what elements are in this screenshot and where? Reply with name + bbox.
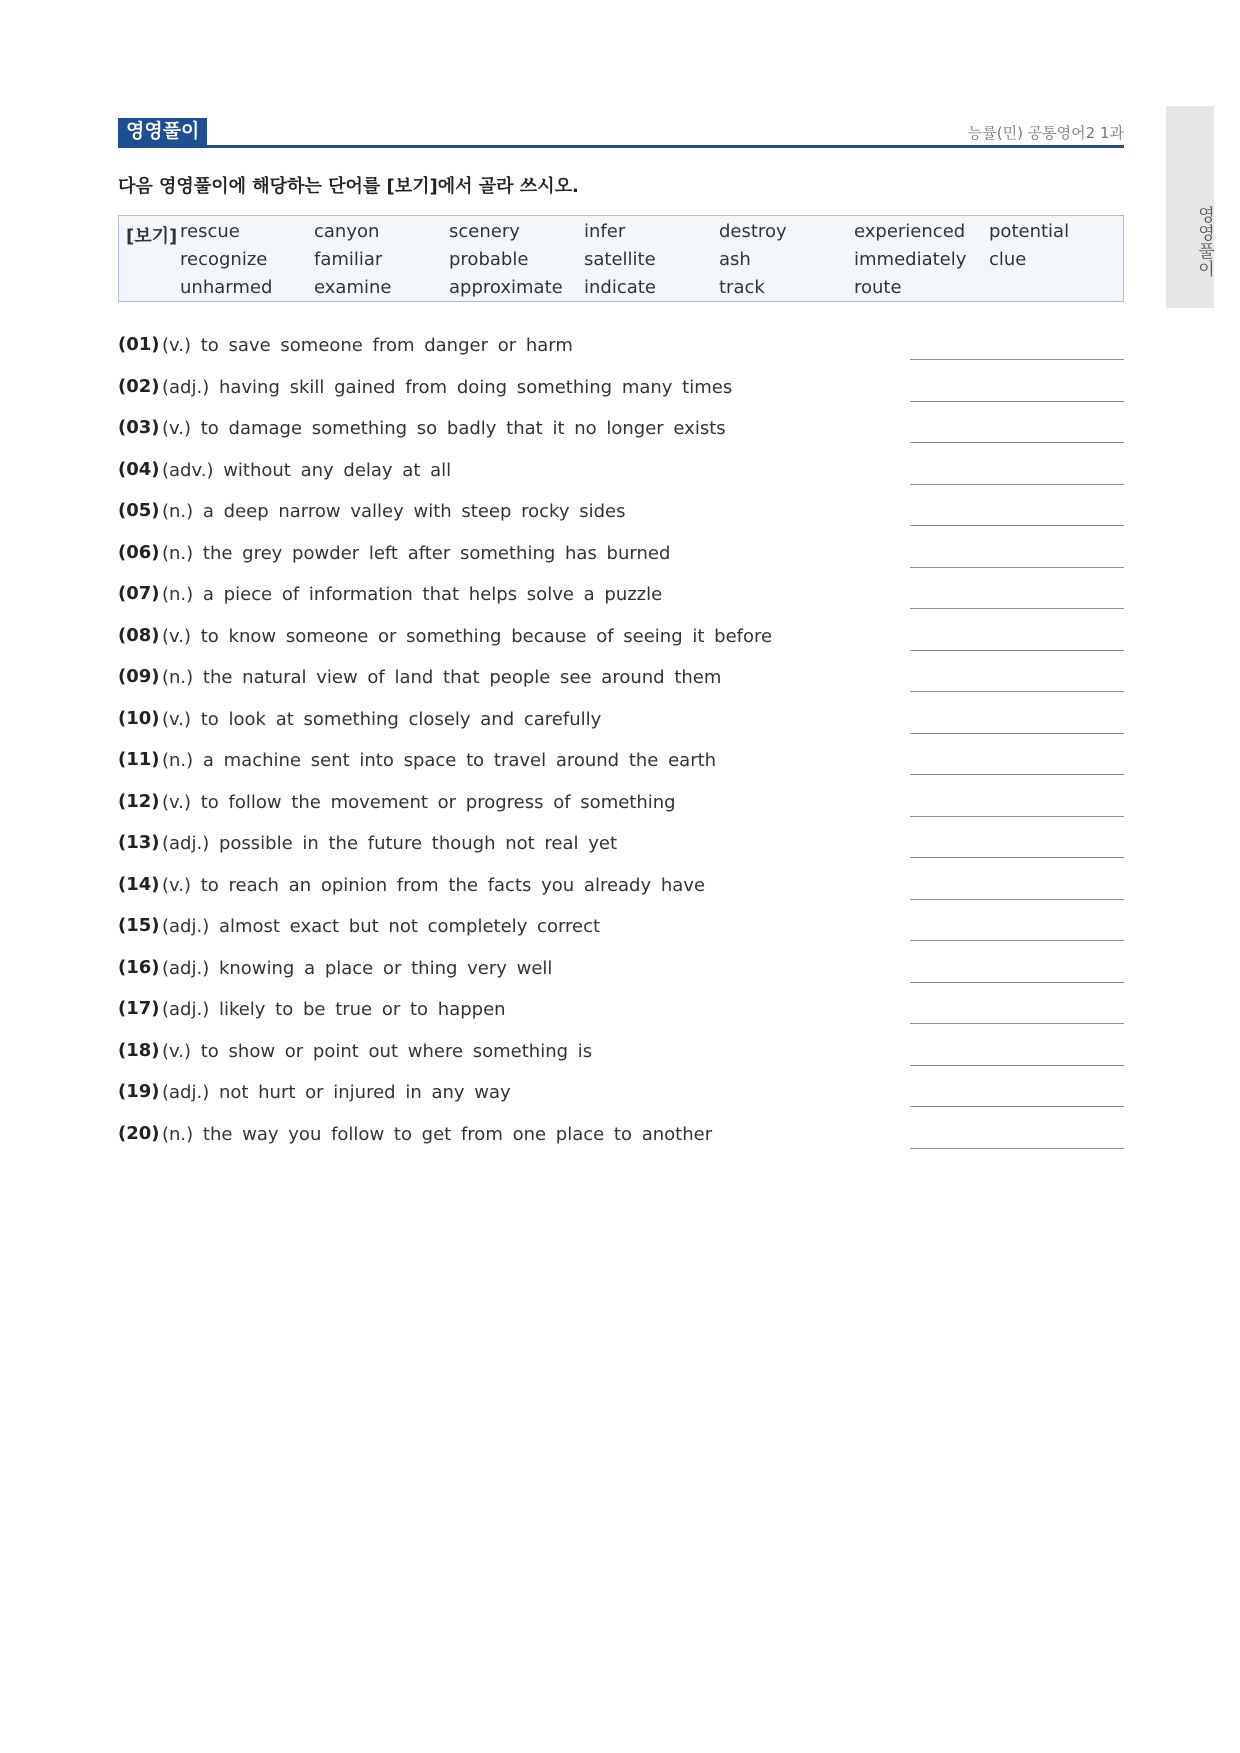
question-definition: (n.) a piece of information that helps solve a puzzle: [162, 584, 663, 605]
question-number: (18): [118, 1040, 160, 1061]
question-number: (04): [118, 459, 160, 480]
question-definition: (v.) to follow the movement or progress of something: [162, 792, 676, 813]
question-row: [118, 915, 1124, 955]
answer-blank[interactable]: [910, 816, 1124, 817]
question-definition: (adj.) likely to be true or to happen: [162, 999, 506, 1020]
question-row: [118, 1040, 1124, 1080]
question-number: (15): [118, 915, 160, 936]
question-number: (08): [118, 625, 160, 646]
word-bank-item: probable: [449, 249, 529, 270]
question-number: (20): [118, 1123, 160, 1144]
answer-blank[interactable]: [910, 940, 1124, 941]
question-row: [118, 957, 1124, 997]
question-definition: (adj.) possible in the future though not real yet: [162, 833, 618, 854]
word-bank-item: immediately: [854, 249, 967, 270]
question-row: [118, 749, 1124, 789]
question-definition: (v.) to save someone from danger or harm: [162, 335, 573, 356]
question-row: [118, 625, 1124, 665]
answer-blank[interactable]: [910, 608, 1124, 609]
word-bank-item: potential: [989, 221, 1070, 242]
word-bank-item: recognize: [180, 249, 268, 270]
question-definition: (v.) to damage something so badly that it no longer exists: [162, 418, 726, 439]
question-definition: (n.) the grey powder left after something has burned: [162, 543, 671, 564]
question-number: (09): [118, 666, 160, 687]
word-bank-box: [118, 215, 1124, 302]
word-bank-item: satellite: [584, 249, 656, 270]
answer-blank[interactable]: [910, 733, 1124, 734]
question-number: (13): [118, 832, 160, 853]
question-number: (10): [118, 708, 160, 729]
question-row: [118, 500, 1124, 540]
answer-blank[interactable]: [910, 1148, 1124, 1149]
answer-blank[interactable]: [910, 1023, 1124, 1024]
question-definition: (n.) the natural view of land that people see around them: [162, 667, 722, 688]
source-label: 능률(민) 공통영어2 1과: [967, 124, 1124, 142]
question-definition: (adv.) without any delay at all: [162, 460, 452, 481]
answer-blank[interactable]: [910, 484, 1124, 485]
question-number: (01): [118, 334, 160, 355]
answer-blank[interactable]: [910, 857, 1124, 858]
question-number: (11): [118, 749, 160, 770]
answer-blank[interactable]: [910, 359, 1124, 360]
word-bank-item: rescue: [180, 221, 240, 242]
word-bank-item: unharmed: [180, 277, 273, 298]
question-definition: (adj.) knowing a place or thing very well: [162, 958, 553, 979]
question-row: [118, 998, 1124, 1038]
word-bank-item: familiar: [314, 249, 383, 270]
question-definition: (n.) a deep narrow valley with steep rocky sides: [162, 501, 626, 522]
word-bank-item: infer: [584, 221, 626, 242]
question-number: (03): [118, 417, 160, 438]
question-definition: (v.) to know someone or something because of seeing it before: [162, 626, 773, 647]
question-definition: (adj.) almost exact but not completely correct: [162, 916, 601, 937]
answer-blank[interactable]: [910, 567, 1124, 568]
question-number: (05): [118, 500, 160, 521]
question-definition: (n.) a machine sent into space to travel around the earth: [162, 750, 717, 771]
word-bank-item: track: [719, 277, 765, 298]
answer-blank[interactable]: [910, 442, 1124, 443]
question-number: (19): [118, 1081, 160, 1102]
question-number: (12): [118, 791, 160, 812]
question-definition: (v.) to show or point out where something is: [162, 1041, 593, 1062]
question-definition: (v.) to look at something closely and carefully: [162, 709, 602, 730]
question-row: [118, 376, 1124, 416]
header-divider: [118, 145, 1124, 148]
instruction-text: 다음 영영풀이에 해당하는 단어를 [보기]에서 골라 쓰시오.: [118, 176, 579, 197]
question-definition: (n.) the way you follow to get from one place to another: [162, 1124, 713, 1145]
word-bank-item: indicate: [584, 277, 656, 298]
question-row: [118, 417, 1124, 457]
question-definition: (adj.) having skill gained from doing something many times: [162, 377, 733, 398]
question-row: [118, 666, 1124, 706]
side-tab: [1166, 106, 1214, 308]
answer-blank[interactable]: [910, 899, 1124, 900]
answer-blank[interactable]: [910, 1065, 1124, 1066]
question-number: (07): [118, 583, 160, 604]
question-row: [118, 334, 1124, 374]
word-bank-item: examine: [314, 277, 392, 298]
answer-blank[interactable]: [910, 525, 1124, 526]
section-title-badge: 영영풀이: [118, 118, 207, 145]
answer-blank[interactable]: [910, 774, 1124, 775]
page-header: [118, 118, 1124, 148]
question-number: (06): [118, 542, 160, 563]
question-row: [118, 708, 1124, 748]
question-number: (14): [118, 874, 160, 895]
question-row: [118, 832, 1124, 872]
answer-blank[interactable]: [910, 1106, 1124, 1107]
word-bank-item: canyon: [314, 221, 380, 242]
question-row: [118, 874, 1124, 914]
word-bank-item: route: [854, 277, 902, 298]
word-bank-item: experienced: [854, 221, 966, 242]
question-number: (17): [118, 998, 160, 1019]
question-number: (02): [118, 376, 160, 397]
answer-blank[interactable]: [910, 650, 1124, 651]
question-row: [118, 1123, 1124, 1163]
question-row: [118, 791, 1124, 831]
word-bank-item: ash: [719, 249, 751, 270]
question-row: [118, 1081, 1124, 1121]
question-definition: (v.) to reach an opinion from the facts you already have: [162, 875, 706, 896]
side-tab-label: 영영풀이: [1194, 206, 1214, 278]
question-row: [118, 459, 1124, 499]
word-bank-tag: [보기]: [126, 226, 178, 247]
question-definition: (adj.) not hurt or injured in any way: [162, 1082, 511, 1103]
word-bank-item: destroy: [719, 221, 787, 242]
question-row: [118, 542, 1124, 582]
answer-blank[interactable]: [910, 691, 1124, 692]
word-bank-item: approximate: [449, 277, 563, 298]
question-number: (16): [118, 957, 160, 978]
answer-blank[interactable]: [910, 401, 1124, 402]
question-row: [118, 583, 1124, 623]
word-bank-item: scenery: [449, 221, 520, 242]
answer-blank[interactable]: [910, 982, 1124, 983]
word-bank-item: clue: [989, 249, 1027, 270]
